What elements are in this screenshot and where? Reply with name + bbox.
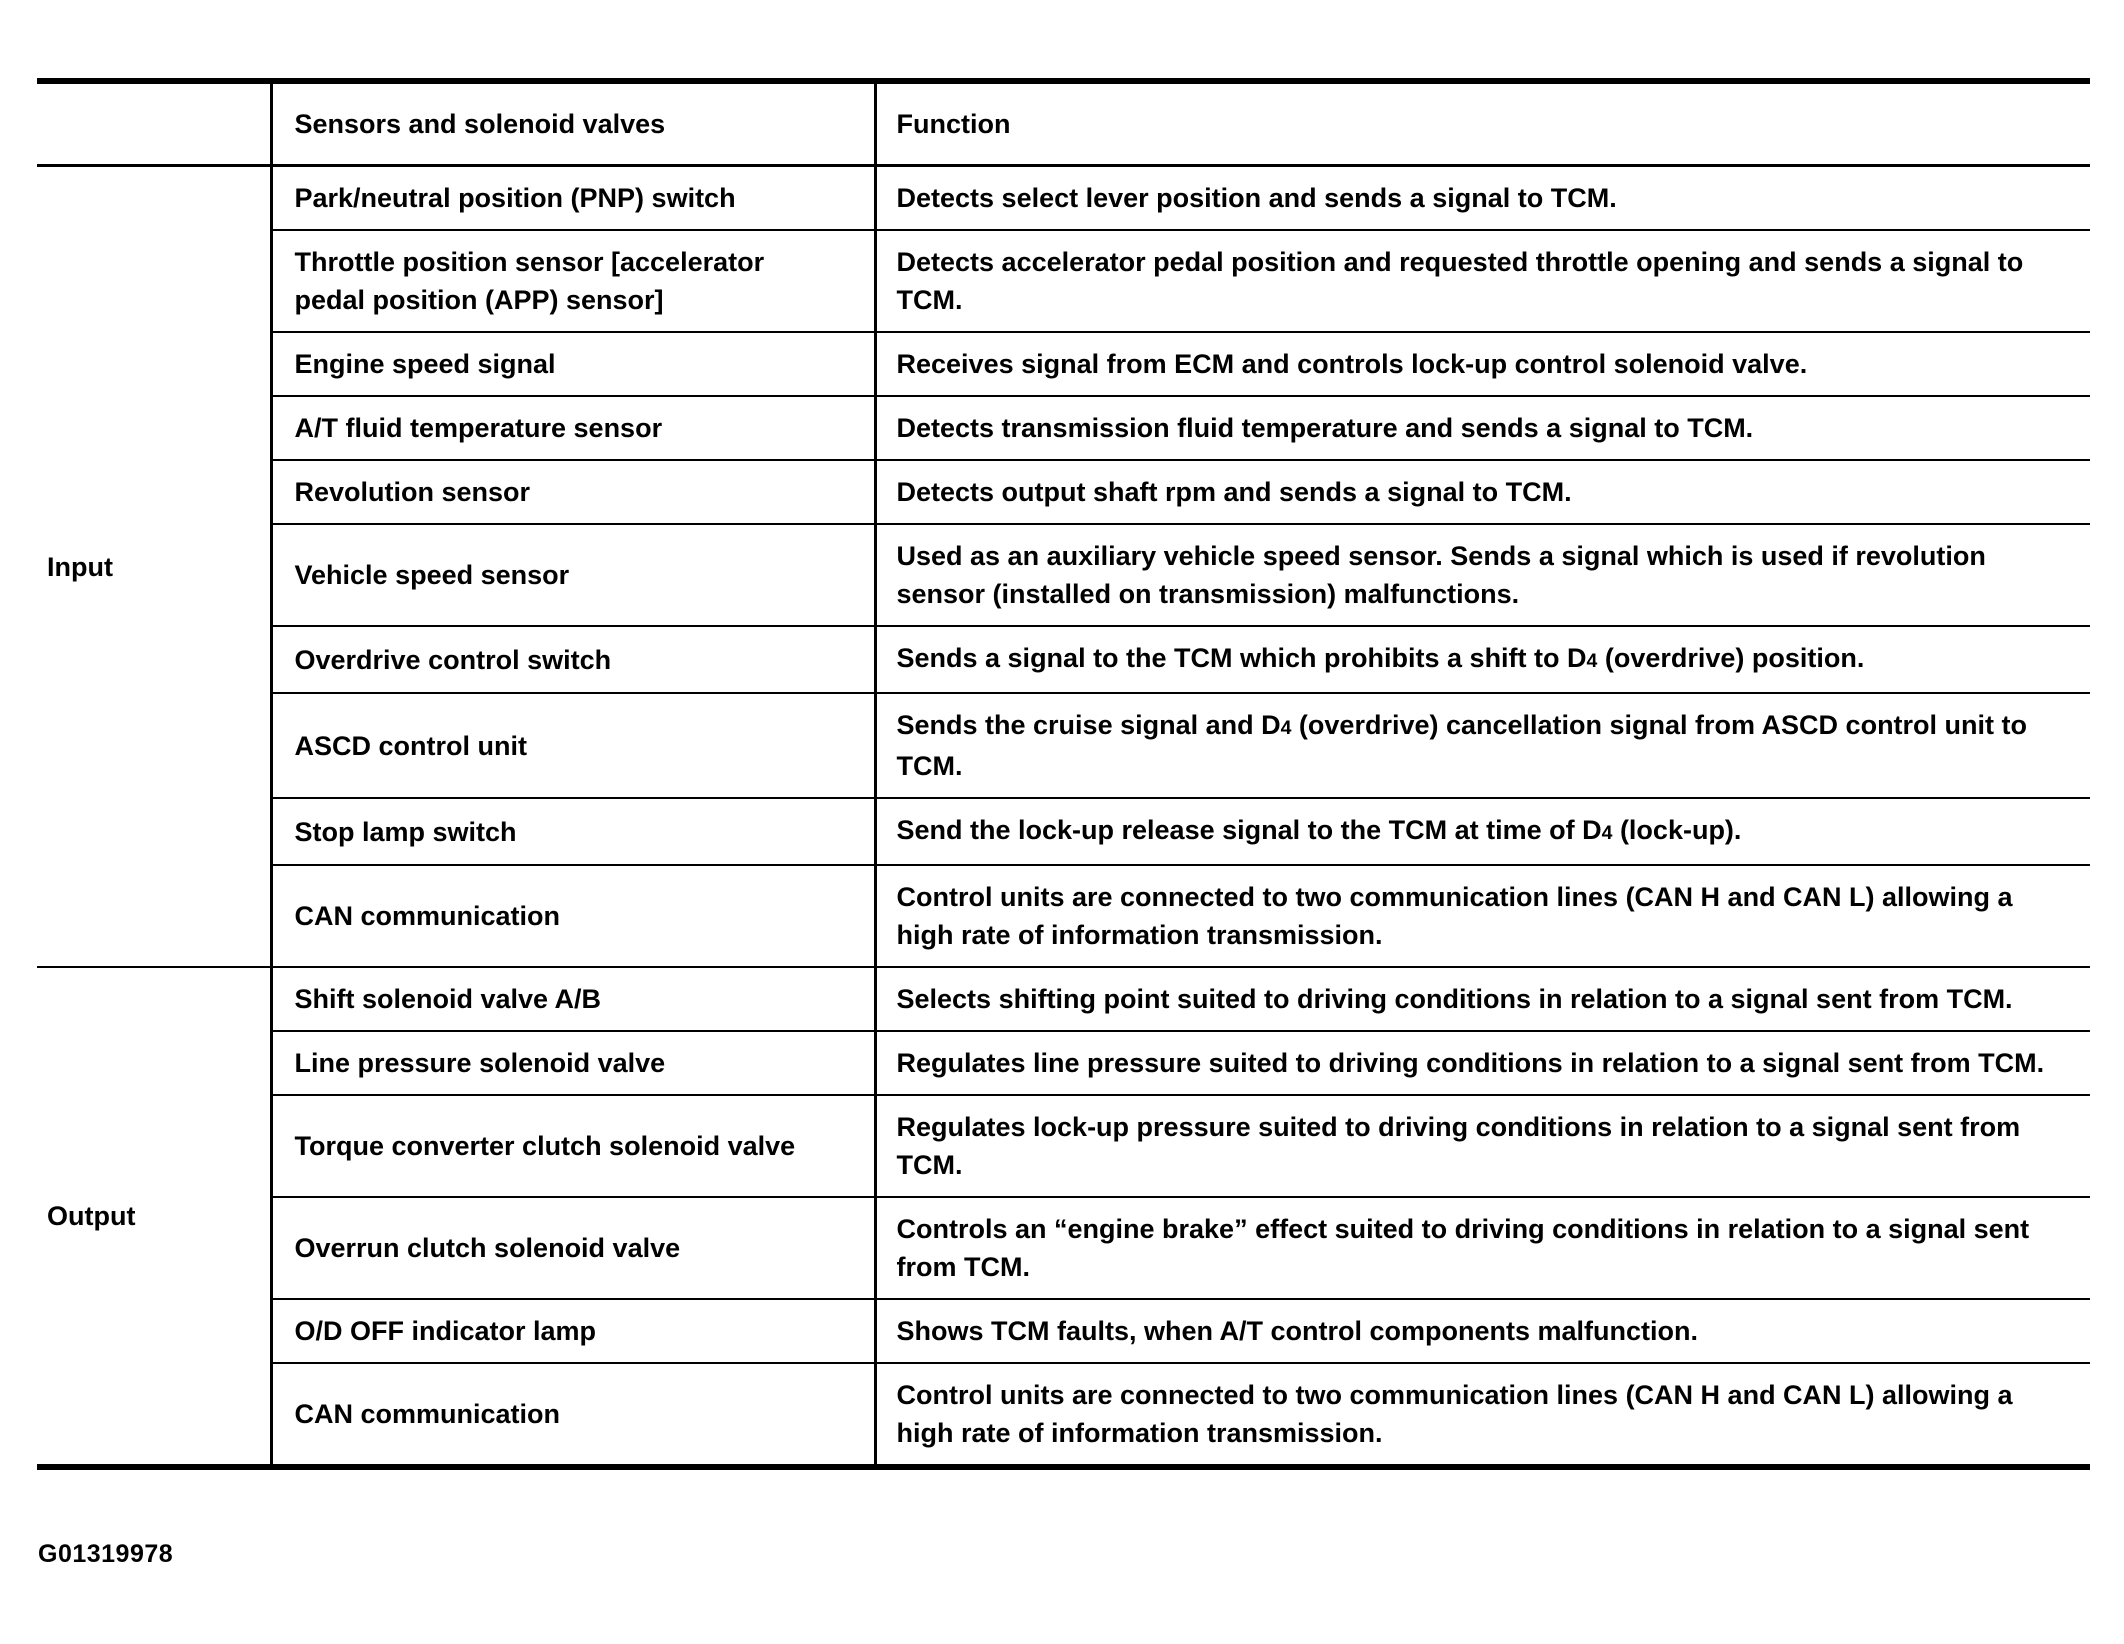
function-cell: Send the lock-up release signal to the TCM at time of D4 (lock-up). (875, 798, 2090, 865)
section-label-input: Input (37, 166, 271, 968)
sensor-cell: CAN communication (271, 1363, 875, 1467)
function-cell: Detects select lever position and sends a signal to TCM. (875, 166, 2090, 231)
function-cell: Detects output shaft rpm and sends a signal to TCM. (875, 460, 2090, 524)
table-row (37, 166, 2090, 231)
table-row (37, 1299, 2090, 1363)
table-row (37, 460, 2090, 524)
sensor-cell: Shift solenoid valve A/B (271, 967, 875, 1031)
sensor-cell: Torque converter clutch solenoid valve (271, 1095, 875, 1197)
function-cell: Sends the cruise signal and D4 (overdrive) cancellation signal from ASCD control unit to TCM. (875, 693, 2090, 798)
table-row (37, 967, 2090, 1031)
table-row (37, 693, 2090, 798)
sensor-cell: Park/neutral position (PNP) switch (271, 166, 875, 231)
table-body (37, 166, 2090, 1468)
subscript-digit: 4 (1586, 650, 1598, 672)
sensor-cell: Vehicle speed sensor (271, 524, 875, 626)
table-header (37, 81, 2090, 166)
sensors-function-table (37, 78, 2090, 1470)
sensor-cell: O/D OFF indicator lamp (271, 1299, 875, 1363)
table-row (37, 865, 2090, 967)
figure-id: G01319978 (38, 1540, 174, 1568)
table-row (37, 332, 2090, 396)
sensor-cell: Line pressure solenoid valve (271, 1031, 875, 1095)
subscript-digit: 4 (1280, 717, 1292, 739)
header-sensors-cell: Sensors and solenoid valves (271, 81, 875, 166)
table-row (37, 230, 2090, 332)
function-cell: Sends a signal to the TCM which prohibits a shift to D4 (overdrive) position. (875, 626, 2090, 693)
function-cell: Controls an “engine brake” effect suited to driving conditions in relation to a signal sent from TCM. (875, 1197, 2090, 1299)
function-cell: Detects accelerator pedal position and requested throttle opening and sends a signal to TCM. (875, 230, 2090, 332)
sensor-cell: A/T fluid temperature sensor (271, 396, 875, 460)
table-row (37, 1095, 2090, 1197)
sensor-cell: ASCD control unit (271, 693, 875, 798)
table-row (37, 798, 2090, 865)
function-cell: Regulates line pressure suited to driving conditions in relation to a signal sent from TCM. (875, 1031, 2090, 1095)
sensor-cell: Stop lamp switch (271, 798, 875, 865)
subscript-digit: 4 (1601, 822, 1613, 844)
function-cell: Control units are connected to two communication lines (CAN H and CAN L) allowing a high rate of information transmission. (875, 1363, 2090, 1467)
sensor-cell: Overdrive control switch (271, 626, 875, 693)
table-row (37, 396, 2090, 460)
function-cell: Shows TCM faults, when A/T control components malfunction. (875, 1299, 2090, 1363)
section-label-output: Output (37, 967, 271, 1467)
function-cell: Control units are connected to two communication lines (CAN H and CAN L) allowing a high rate of information transmission. (875, 865, 2090, 967)
header-function-cell: Function (875, 81, 2090, 166)
header-io-cell (37, 81, 271, 166)
sensor-cell: CAN communication (271, 865, 875, 967)
function-cell: Detects transmission fluid temperature and sends a signal to TCM. (875, 396, 2090, 460)
function-cell: Regulates lock-up pressure suited to driving conditions in relation to a signal sent from TCM. (875, 1095, 2090, 1197)
table-row (37, 1363, 2090, 1467)
table-row (37, 524, 2090, 626)
sensor-cell: Engine speed signal (271, 332, 875, 396)
sensor-cell: Revolution sensor (271, 460, 875, 524)
sensor-cell: Overrun clutch solenoid valve (271, 1197, 875, 1299)
table-row (37, 1197, 2090, 1299)
function-cell: Selects shifting point suited to driving conditions in relation to a signal sent from TCM. (875, 967, 2090, 1031)
table-row (37, 1031, 2090, 1095)
function-cell: Used as an auxiliary vehicle speed sensor. Sends a signal which is used if revolution sensor (installed on transmission) malfunctions. (875, 524, 2090, 626)
header-row (37, 81, 2090, 166)
function-cell: Receives signal from ECM and controls lock-up control solenoid valve. (875, 332, 2090, 396)
sensor-cell: Throttle position sensor [accelerator pedal position (APP) sensor] (271, 230, 875, 332)
table-row (37, 626, 2090, 693)
